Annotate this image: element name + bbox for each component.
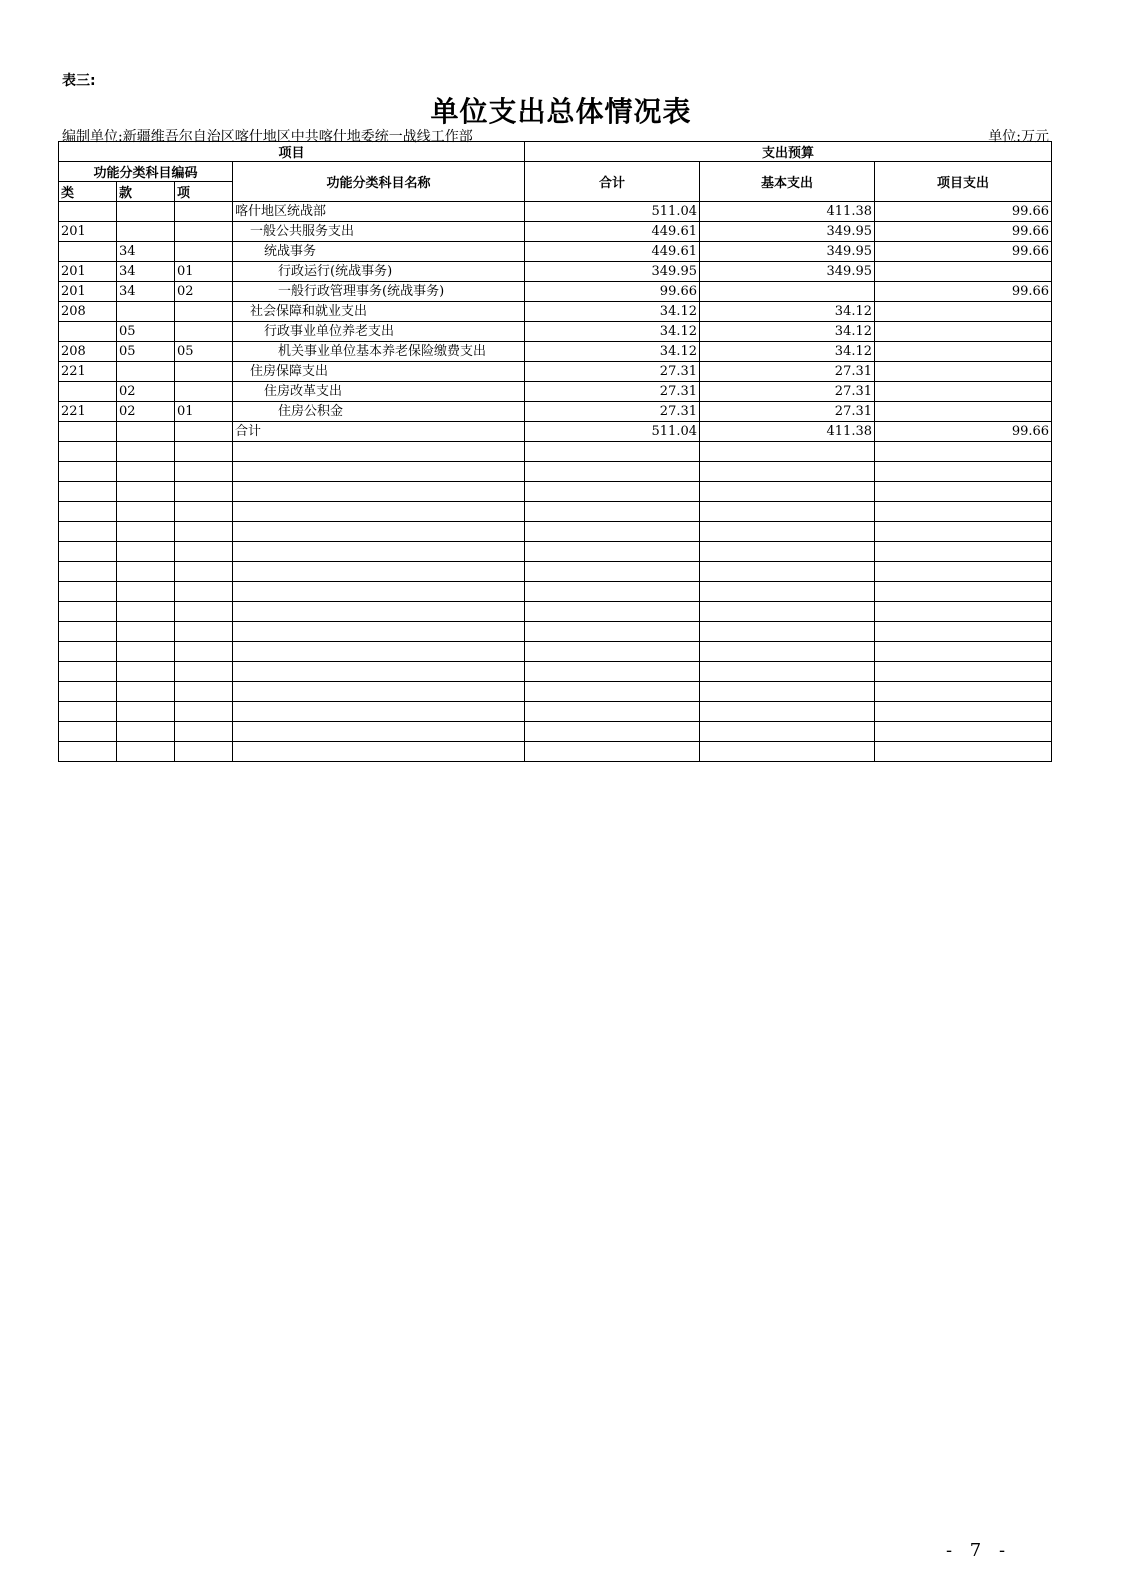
empty-row — [59, 442, 1052, 462]
header-name: 功能分类科目名称 — [233, 162, 525, 202]
cell-total: 449.61 — [525, 222, 700, 242]
cell-project — [875, 262, 1052, 282]
cell-kuan — [117, 422, 175, 442]
empty-cell — [700, 642, 875, 662]
header-basic: 基本支出 — [700, 162, 875, 202]
cell-basic: 349.95 — [700, 242, 875, 262]
table-row — [59, 342, 1052, 362]
empty-cell — [175, 442, 233, 462]
empty-cell — [525, 442, 700, 462]
empty-cell — [117, 442, 175, 462]
empty-cell — [525, 702, 700, 722]
cell-lei — [59, 242, 117, 262]
empty-cell — [233, 582, 525, 602]
empty-cell — [59, 542, 117, 562]
empty-cell — [233, 722, 525, 742]
empty-cell — [525, 622, 700, 642]
cell-project: 99.66 — [875, 222, 1052, 242]
table-row — [59, 362, 1052, 382]
table-row — [59, 262, 1052, 282]
empty-cell — [700, 442, 875, 462]
cell-total: 34.12 — [525, 342, 700, 362]
empty-cell — [233, 442, 525, 462]
empty-cell — [875, 482, 1052, 502]
empty-cell — [59, 482, 117, 502]
empty-cell — [175, 582, 233, 602]
cell-basic: 411.38 — [700, 422, 875, 442]
empty-cell — [525, 462, 700, 482]
cell-basic — [700, 282, 875, 302]
empty-cell — [175, 482, 233, 502]
empty-cell — [59, 462, 117, 482]
empty-cell — [525, 722, 700, 742]
empty-cell — [233, 682, 525, 702]
empty-cell — [59, 702, 117, 722]
cell-kuan — [117, 222, 175, 242]
empty-cell — [700, 522, 875, 542]
header-project-exp: 项目支出 — [875, 162, 1052, 202]
cell-kuan — [117, 302, 175, 322]
empty-cell — [700, 742, 875, 762]
cell-project — [875, 382, 1052, 402]
cell-basic: 349.95 — [700, 262, 875, 282]
empty-row — [59, 562, 1052, 582]
cell-lei — [59, 202, 117, 222]
cell-total: 27.31 — [525, 402, 700, 422]
empty-cell — [875, 582, 1052, 602]
empty-cell — [875, 522, 1052, 542]
empty-cell — [875, 702, 1052, 722]
cell-lei: 201 — [59, 262, 117, 282]
empty-cell — [525, 502, 700, 522]
table-row — [59, 322, 1052, 342]
empty-row — [59, 502, 1052, 522]
empty-cell — [525, 642, 700, 662]
table-row — [59, 222, 1052, 242]
empty-row — [59, 682, 1052, 702]
page-number: - 7 - — [946, 1540, 1012, 1561]
empty-row — [59, 522, 1052, 542]
cell-total: 27.31 — [525, 382, 700, 402]
cell-lei — [59, 322, 117, 342]
empty-cell — [525, 482, 700, 502]
empty-cell — [117, 522, 175, 542]
cell-project: 99.66 — [875, 202, 1052, 222]
cell-basic: 34.12 — [700, 342, 875, 362]
empty-cell — [525, 522, 700, 542]
cell-name: 统战事务 — [233, 242, 525, 262]
cell-kuan: 05 — [117, 342, 175, 362]
empty-cell — [175, 502, 233, 522]
cell-kuan: 34 — [117, 262, 175, 282]
empty-cell — [59, 742, 117, 762]
empty-cell — [233, 482, 525, 502]
empty-cell — [875, 722, 1052, 742]
cell-kuan: 02 — [117, 402, 175, 422]
empty-cell — [175, 662, 233, 682]
empty-cell — [700, 622, 875, 642]
cell-xiang — [175, 422, 233, 442]
empty-cell — [117, 542, 175, 562]
cell-name: 社会保障和就业支出 — [233, 302, 525, 322]
empty-cell — [175, 742, 233, 762]
empty-cell — [875, 742, 1052, 762]
empty-cell — [233, 502, 525, 522]
cell-basic: 411.38 — [700, 202, 875, 222]
empty-row — [59, 542, 1052, 562]
table-body — [59, 202, 1052, 762]
empty-cell — [175, 702, 233, 722]
empty-cell — [59, 682, 117, 702]
empty-row — [59, 582, 1052, 602]
currency-unit: 单位:万元 — [988, 129, 1049, 145]
empty-cell — [233, 522, 525, 542]
empty-cell — [59, 622, 117, 642]
cell-name: 合计 — [233, 422, 525, 442]
cell-name: 行政运行(统战事务) — [233, 262, 525, 282]
empty-row — [59, 722, 1052, 742]
cell-name: 一般公共服务支出 — [233, 222, 525, 242]
empty-row — [59, 662, 1052, 682]
empty-cell — [117, 642, 175, 662]
empty-cell — [117, 582, 175, 602]
empty-cell — [875, 542, 1052, 562]
cell-lei: 221 — [59, 362, 117, 382]
cell-kuan: 02 — [117, 382, 175, 402]
table-row — [59, 202, 1052, 222]
cell-name: 行政事业单位养老支出 — [233, 322, 525, 342]
header-lei: 类 — [59, 182, 117, 202]
empty-cell — [117, 562, 175, 582]
empty-cell — [525, 682, 700, 702]
cell-kuan: 34 — [117, 282, 175, 302]
cell-project — [875, 362, 1052, 382]
empty-cell — [875, 442, 1052, 462]
cell-kuan: 34 — [117, 242, 175, 262]
cell-xiang: 01 — [175, 262, 233, 282]
table-row — [59, 422, 1052, 442]
cell-total: 34.12 — [525, 322, 700, 342]
empty-cell — [117, 722, 175, 742]
cell-name: 喀什地区统战部 — [233, 202, 525, 222]
cell-name: 住房保障支出 — [233, 362, 525, 382]
empty-cell — [700, 582, 875, 602]
empty-cell — [525, 742, 700, 762]
table-row — [59, 242, 1052, 262]
cell-kuan: 05 — [117, 322, 175, 342]
empty-cell — [700, 662, 875, 682]
empty-cell — [525, 562, 700, 582]
empty-row — [59, 462, 1052, 482]
empty-cell — [525, 582, 700, 602]
cell-xiang — [175, 302, 233, 322]
empty-cell — [875, 602, 1052, 622]
empty-cell — [700, 602, 875, 622]
cell-project: 99.66 — [875, 242, 1052, 262]
empty-cell — [175, 522, 233, 542]
expenditure-table — [58, 141, 1052, 762]
cell-total: 349.95 — [525, 262, 700, 282]
empty-cell — [233, 562, 525, 582]
page-title: 单位支出总体情况表 — [430, 95, 692, 128]
empty-row — [59, 642, 1052, 662]
cell-total: 449.61 — [525, 242, 700, 262]
empty-cell — [117, 682, 175, 702]
empty-cell — [59, 442, 117, 462]
empty-cell — [875, 682, 1052, 702]
empty-cell — [700, 542, 875, 562]
cell-total: 34.12 — [525, 302, 700, 322]
empty-cell — [117, 702, 175, 722]
cell-basic: 349.95 — [700, 222, 875, 242]
cell-lei: 201 — [59, 282, 117, 302]
empty-cell — [59, 602, 117, 622]
empty-cell — [117, 622, 175, 642]
empty-cell — [175, 642, 233, 662]
empty-cell — [117, 742, 175, 762]
empty-cell — [233, 642, 525, 662]
cell-xiang: 05 — [175, 342, 233, 362]
empty-cell — [175, 722, 233, 742]
cell-xiang — [175, 362, 233, 382]
cell-lei: 201 — [59, 222, 117, 242]
header-code-group: 功能分类科目编码 — [59, 162, 233, 182]
empty-cell — [700, 482, 875, 502]
cell-lei: 208 — [59, 342, 117, 362]
empty-cell — [233, 602, 525, 622]
cell-basic: 27.31 — [700, 402, 875, 422]
cell-name: 一般行政管理事务(统战事务) — [233, 282, 525, 302]
empty-cell — [233, 742, 525, 762]
cell-xiang — [175, 382, 233, 402]
cell-lei: 221 — [59, 402, 117, 422]
cell-project: 99.66 — [875, 282, 1052, 302]
cell-total: 99.66 — [525, 282, 700, 302]
empty-cell — [875, 502, 1052, 522]
empty-cell — [117, 602, 175, 622]
header-budget: 支出预算 — [525, 142, 1052, 162]
empty-cell — [175, 682, 233, 702]
table-row — [59, 382, 1052, 402]
empty-cell — [875, 562, 1052, 582]
empty-cell — [117, 662, 175, 682]
empty-cell — [525, 662, 700, 682]
cell-xiang: 01 — [175, 402, 233, 422]
cell-basic: 27.31 — [700, 382, 875, 402]
cell-project — [875, 402, 1052, 422]
cell-xiang — [175, 222, 233, 242]
empty-cell — [525, 602, 700, 622]
empty-cell — [233, 542, 525, 562]
cell-lei — [59, 422, 117, 442]
empty-cell — [59, 642, 117, 662]
empty-cell — [59, 522, 117, 542]
empty-row — [59, 482, 1052, 502]
cell-kuan — [117, 362, 175, 382]
empty-cell — [233, 622, 525, 642]
empty-cell — [700, 722, 875, 742]
empty-cell — [117, 462, 175, 482]
empty-cell — [233, 702, 525, 722]
empty-row — [59, 702, 1052, 722]
cell-total: 511.04 — [525, 422, 700, 442]
cell-kuan — [117, 202, 175, 222]
empty-cell — [700, 682, 875, 702]
cell-name: 住房改革支出 — [233, 382, 525, 402]
cell-lei — [59, 382, 117, 402]
empty-cell — [59, 662, 117, 682]
empty-row — [59, 602, 1052, 622]
cell-lei: 208 — [59, 302, 117, 322]
empty-cell — [175, 602, 233, 622]
table-label: 表三: — [62, 73, 96, 89]
cell-name: 机关事业单位基本养老保险缴费支出 — [233, 342, 525, 362]
empty-cell — [700, 562, 875, 582]
cell-total: 511.04 — [525, 202, 700, 222]
empty-cell — [175, 542, 233, 562]
empty-cell — [59, 502, 117, 522]
table-row — [59, 302, 1052, 322]
empty-cell — [875, 662, 1052, 682]
empty-cell — [59, 722, 117, 742]
empty-cell — [59, 562, 117, 582]
empty-cell — [875, 622, 1052, 642]
empty-cell — [700, 502, 875, 522]
cell-name: 住房公积金 — [233, 402, 525, 422]
cell-xiang — [175, 242, 233, 262]
empty-cell — [59, 582, 117, 602]
table-row — [59, 282, 1052, 302]
empty-row — [59, 742, 1052, 762]
empty-cell — [117, 502, 175, 522]
cell-project — [875, 342, 1052, 362]
cell-xiang — [175, 322, 233, 342]
empty-cell — [700, 702, 875, 722]
cell-xiang — [175, 202, 233, 222]
cell-total: 27.31 — [525, 362, 700, 382]
empty-row — [59, 622, 1052, 642]
header-xiang: 项 — [175, 182, 233, 202]
empty-cell — [233, 662, 525, 682]
empty-cell — [175, 622, 233, 642]
cell-basic: 34.12 — [700, 322, 875, 342]
cell-project — [875, 302, 1052, 322]
cell-xiang: 02 — [175, 282, 233, 302]
header-project: 项目 — [59, 142, 525, 162]
empty-cell — [233, 462, 525, 482]
table-row — [59, 402, 1052, 422]
empty-cell — [117, 482, 175, 502]
empty-cell — [175, 462, 233, 482]
header-total: 合计 — [525, 162, 700, 202]
cell-basic: 27.31 — [700, 362, 875, 382]
cell-basic: 34.12 — [700, 302, 875, 322]
compiling-unit: 编制单位:新疆维吾尔自治区喀什地区中共喀什地委统一战线工作部 — [62, 129, 473, 145]
empty-cell — [175, 562, 233, 582]
empty-cell — [875, 642, 1052, 662]
cell-project: 99.66 — [875, 422, 1052, 442]
empty-cell — [875, 462, 1052, 482]
empty-cell — [700, 462, 875, 482]
cell-project — [875, 322, 1052, 342]
header-kuan: 款 — [117, 182, 175, 202]
empty-cell — [525, 542, 700, 562]
